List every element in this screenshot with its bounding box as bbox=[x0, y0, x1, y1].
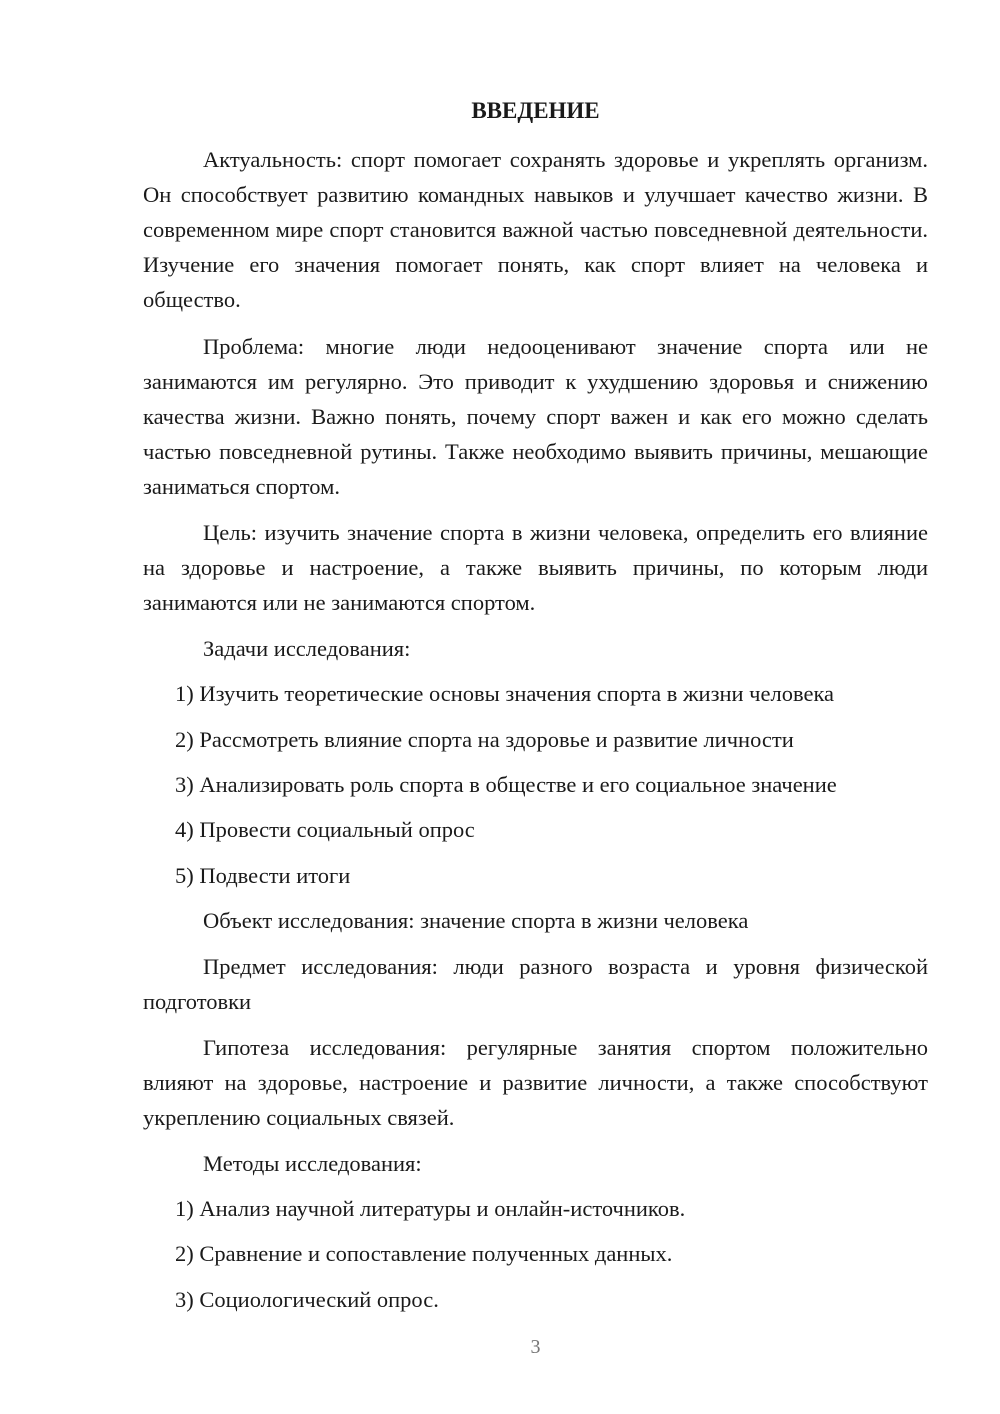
document-page bbox=[143, 0, 928, 1414]
task-item: 4) Провести социальный опрос bbox=[175, 817, 475, 842]
subject-paragraph: Предмет исследования: люди разного возраста и уровня физической подготовки bbox=[143, 954, 928, 1014]
tasks-heading: Задачи исследования: bbox=[203, 636, 411, 661]
problem-paragraph: Проблема: многие люди недооценивают значение спорта или не занимаются им регулярно. Это приводит к ухудшению здоровья и снижению качества жизни. Важно понять, почему спорт важен и как его можно сделать частью повседневной рутины. Также необходимо выявить причины, мешающие заниматься спортом. bbox=[143, 334, 928, 499]
hypothesis-paragraph: Гипотеза исследования: регулярные занятия спортом положительно влияют на здоровье, настроение и развитие личности, а также способствуют укреплению социальных связей. bbox=[143, 1035, 928, 1130]
page-title: ВВЕДЕНИЕ bbox=[471, 98, 600, 123]
method-item: 3) Социологический опрос. bbox=[175, 1287, 439, 1312]
method-item: 2) Сравнение и сопоставление полученных данных. bbox=[175, 1241, 673, 1266]
task-item: 2) Рассмотреть влияние спорта на здоровье и развитие личности bbox=[175, 727, 794, 752]
relevance-paragraph: Актуальность: спорт помогает сохранять здоровье и укреплять организм. Он способствует развитию командных навыков и улучшает качество жизни. В современном мире спорт становится важной частью повседневной деятельности. Изучение его значения помогает понять, как спорт влияет на человека и общество. bbox=[143, 147, 928, 312]
goal-paragraph: Цель: изучить значение спорта в жизни человека, определить его влияние на здоровье и настроение, а также выявить причины, по которым люди занимаются или не занимаются спортом. bbox=[143, 520, 928, 615]
task-item: 1) Изучить теоретические основы значения спорта в жизни человека bbox=[175, 681, 835, 706]
methods-heading: Методы исследования: bbox=[203, 1151, 422, 1176]
task-item: 3) Анализировать роль спорта в обществе и его социальное значение bbox=[175, 772, 837, 797]
task-item: 5) Подвести итоги bbox=[175, 863, 351, 888]
object-line: Объект исследования: значение спорта в жизни человека bbox=[203, 908, 749, 933]
page-number: 3 bbox=[530, 1336, 541, 1358]
method-item: 1) Анализ научной литературы и онлайн-источников. bbox=[175, 1196, 686, 1221]
